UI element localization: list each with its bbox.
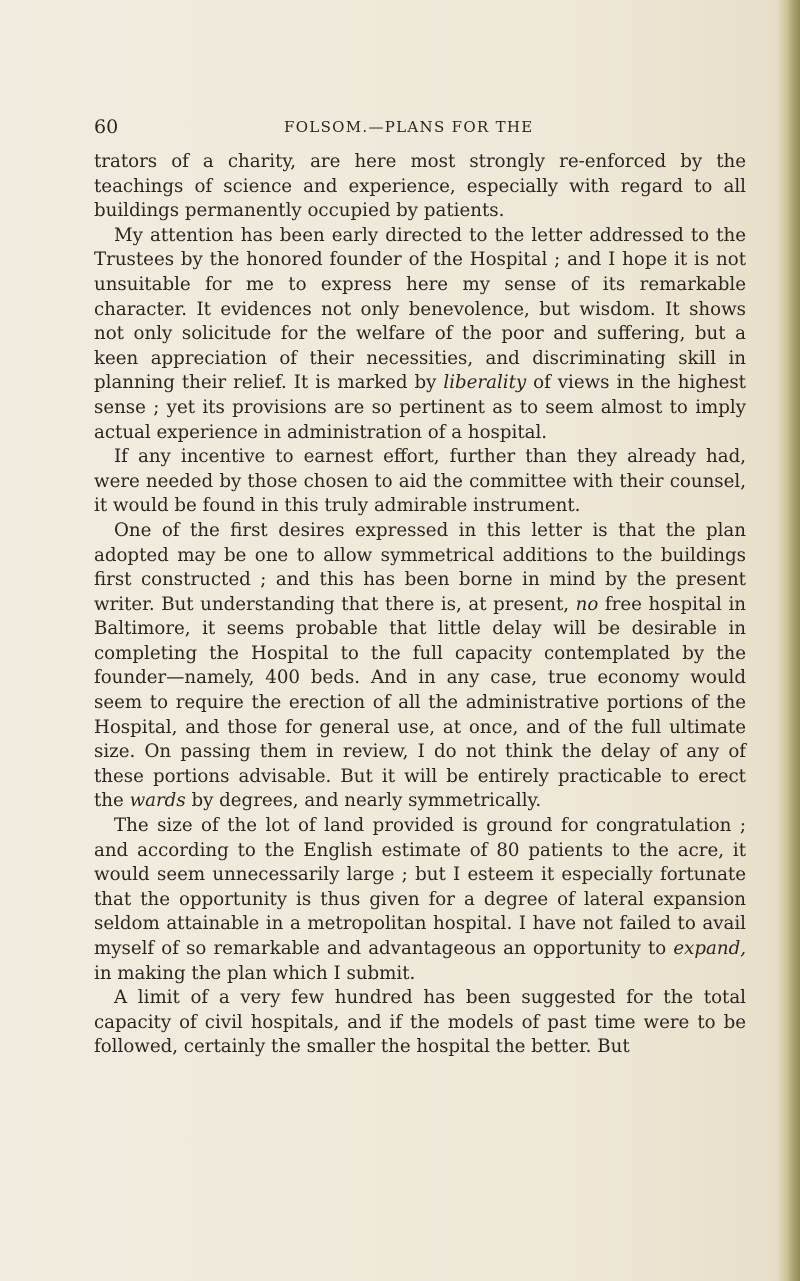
running-head: FOLSOM.—PLANS FOR THE — [284, 118, 534, 136]
text-segment: by degrees, and nearly symmetrically. — [185, 790, 542, 812]
text-segment: of views in the highest sense ; yet its provisions are so pertinent as to seem almost to imply actual experience in administration of a hospital. — [94, 372, 746, 443]
text-segment: A limit of a very few hundred has been suggested for the total capacity of civil hospitals, and if the models of past time were to be followed, certainly the smaller the hospital the better. But — [94, 987, 746, 1058]
text-segment: My attention has been early directed to the letter addressed to the Trustees by the honored founder of the Hospital ; and I hope it is not unsuitable for me to express here my sense of its remarkable character. It evidences not only benevolence, but wisdom. It shows not only solicitude for the welfare of the poor and suffering, but a keen appreciation of their necessities, and discriminating skill in planning their relief. It is marked by — [94, 224, 746, 394]
text-segment: in making the plan which I submit. — [94, 962, 416, 984]
italic-segment: liberality — [443, 372, 527, 394]
italic-segment: expand, — [673, 938, 746, 959]
text-segment: free hospital in Baltimore, it seems probable that little delay will be desirable in completing the Hospital to the full capacity contemplated by the founder—namely, 400 beds. And in any case, true economy would seem to require the erection of all the administrative portions of the Hospital, and those for general use, at once, and of the full ultimate size. On passing them in review, I do not think the delay of any of these portions advisable. But it will be entirely practicable to erect the — [94, 593, 746, 812]
page-header — [94, 116, 730, 140]
page-number: 60 — [94, 116, 119, 138]
paragraph — [94, 150, 746, 224]
page-edge-shadow — [778, 0, 800, 1281]
text-segment: If any incentive to earnest effort, further than they already had, were needed by those chosen to aid the committee with their counsel, it would be found in this truly admirable instrument. — [94, 446, 746, 517]
body-text — [94, 150, 746, 1060]
text-segment: trators of a charity, are here most strongly re-enforced by the teachings of science and experience, especially with regard to all buildings permanently occupied by patients. — [94, 151, 746, 222]
paragraph — [94, 519, 746, 814]
italic-segment: no — [575, 593, 599, 615]
paragraph — [94, 986, 746, 1060]
paragraph — [94, 814, 746, 986]
text-segment: One of the first desires expressed in this letter is that the plan adopted may be one to allow symmetrical additions to the buildings first constructed ; and this has been borne in mind by the present writer. But understanding that there is, at present, — [94, 519, 746, 615]
text-segment: The size of the lot of land provided is ground for congratulation ; and according to the English estimate of 80 patients to the acre, it would seem unnecessarily large ; but I esteem it especially fortunate that the opportunity is thus given for a degree of lateral expansion seldom attainable in a metropolitan hospital. I have not failed to avail myself of so remarkable and advantageous an opportunity to — [94, 815, 746, 959]
italic-segment: wards — [129, 790, 186, 812]
paragraph — [94, 224, 746, 445]
paragraph — [94, 445, 746, 519]
